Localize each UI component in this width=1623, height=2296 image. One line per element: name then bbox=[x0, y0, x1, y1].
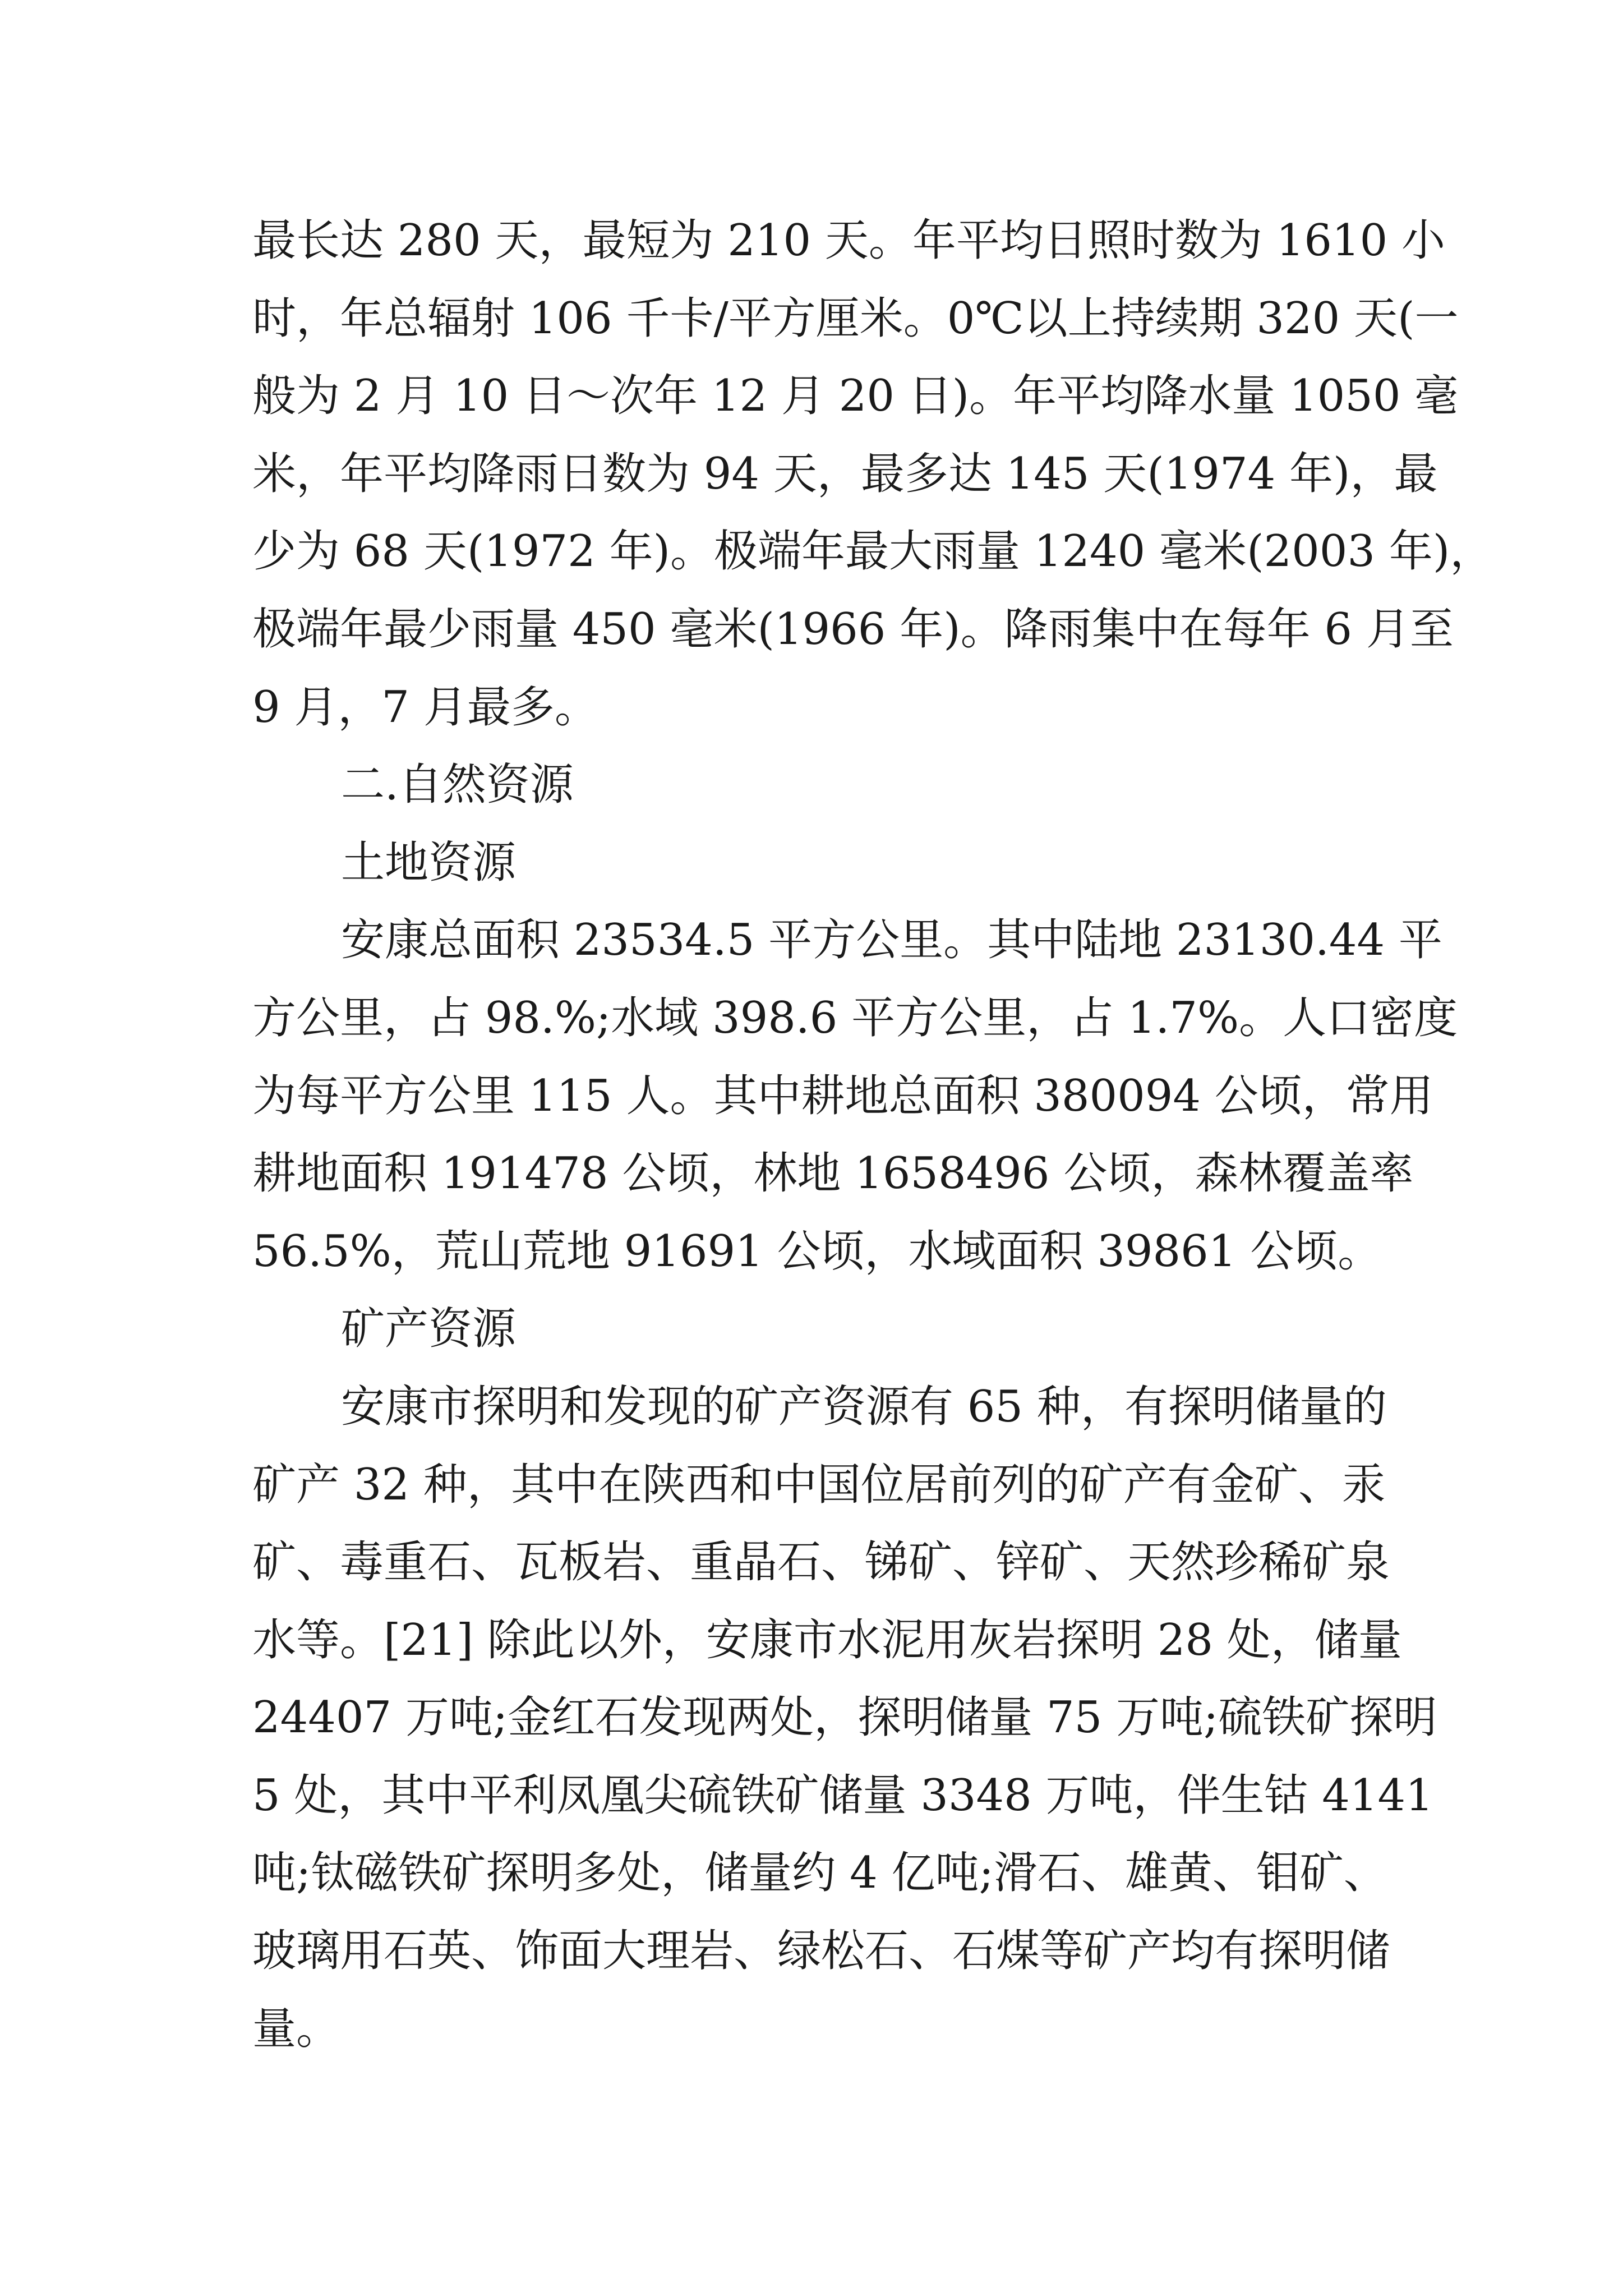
text-line: 9 月，7 月最多。 bbox=[252, 682, 598, 733]
text-line: 量。 bbox=[252, 2003, 340, 2054]
text-line: 般为 2 月 10 日～次年 12 月 20 日)。年平均降水量 1050 毫 bbox=[252, 371, 1459, 422]
text-line: 吨;钛磁铁矿探明多处，储量约 4 亿吨;滑石、雄黄、钼矿、 bbox=[252, 1848, 1387, 1899]
body-text bbox=[252, 202, 1494, 2068]
text-line: 56.5%，荒山荒地 91691 公顷，水域面积 39861 公顷。 bbox=[252, 1226, 1382, 1277]
subsection-heading: 矿产资源 bbox=[341, 1304, 517, 1355]
text-line: 矿、毒重石、瓦板岩、重晶石、锑矿、锌矿、天然珍稀矿泉 bbox=[252, 1537, 1390, 1588]
text-line: 少为 68 天(1972 年)。极端年最大雨量 1240 毫米(2003 年)， bbox=[252, 526, 1494, 577]
text-line: 安康市探明和发现的矿产资源有 65 种，有探明储量的 bbox=[341, 1381, 1387, 1432]
text-line: 极端年最少雨量 450 毫米(1966 年)。降雨集中在每年 6 月至 bbox=[252, 604, 1454, 655]
text-line: 最长达 280 天，最短为 210 天。年平均日照时数为 1610 小 bbox=[252, 215, 1446, 266]
subsection-heading: 土地资源 bbox=[341, 837, 517, 888]
section-heading: 二.自然资源 bbox=[341, 760, 574, 811]
text-line: 时，年总辐射 106 千卡/平方厘米。0℃以上持续期 320 天(一 bbox=[252, 293, 1459, 344]
text-line: 方公里，占 98.%;水域 398.6 平方公里，占 1.7%。人口密度 bbox=[252, 992, 1458, 1043]
text-line: 玻璃用石英、饰面大理岩、绿松石、石煤等矿产均有探明储 bbox=[252, 1926, 1390, 1977]
text-line: 耕地面积 191478 公顷，林地 1658496 公顷，森林覆盖率 bbox=[252, 1148, 1414, 1199]
text-line: 米，年平均降雨日数为 94 天，最多达 145 天(1974 年)，最 bbox=[252, 448, 1438, 499]
text-line: 为每平方公里 115 人。其中耕地总面积 380094 公顷，常用 bbox=[252, 1070, 1433, 1121]
text-line: 矿产 32 种，其中在陕西和中国位居前列的矿产有金矿、汞 bbox=[252, 1459, 1386, 1510]
text-line: 安康总面积 23534.5 平方公里。其中陆地 23130.44 平 bbox=[341, 915, 1442, 966]
text-line: 5 处，其中平利凤凰尖硫铁矿储量 3348 万吨，伴生钴 4141 bbox=[252, 1770, 1433, 1821]
text-line: 水等。[21] 除此以外，安康市水泥用灰岩探明 28 处，储量 bbox=[252, 1614, 1402, 1665]
text-line: 24407 万吨;金红石发现两处，探明储量 75 万吨;硫铁矿探明 bbox=[252, 1692, 1437, 1743]
